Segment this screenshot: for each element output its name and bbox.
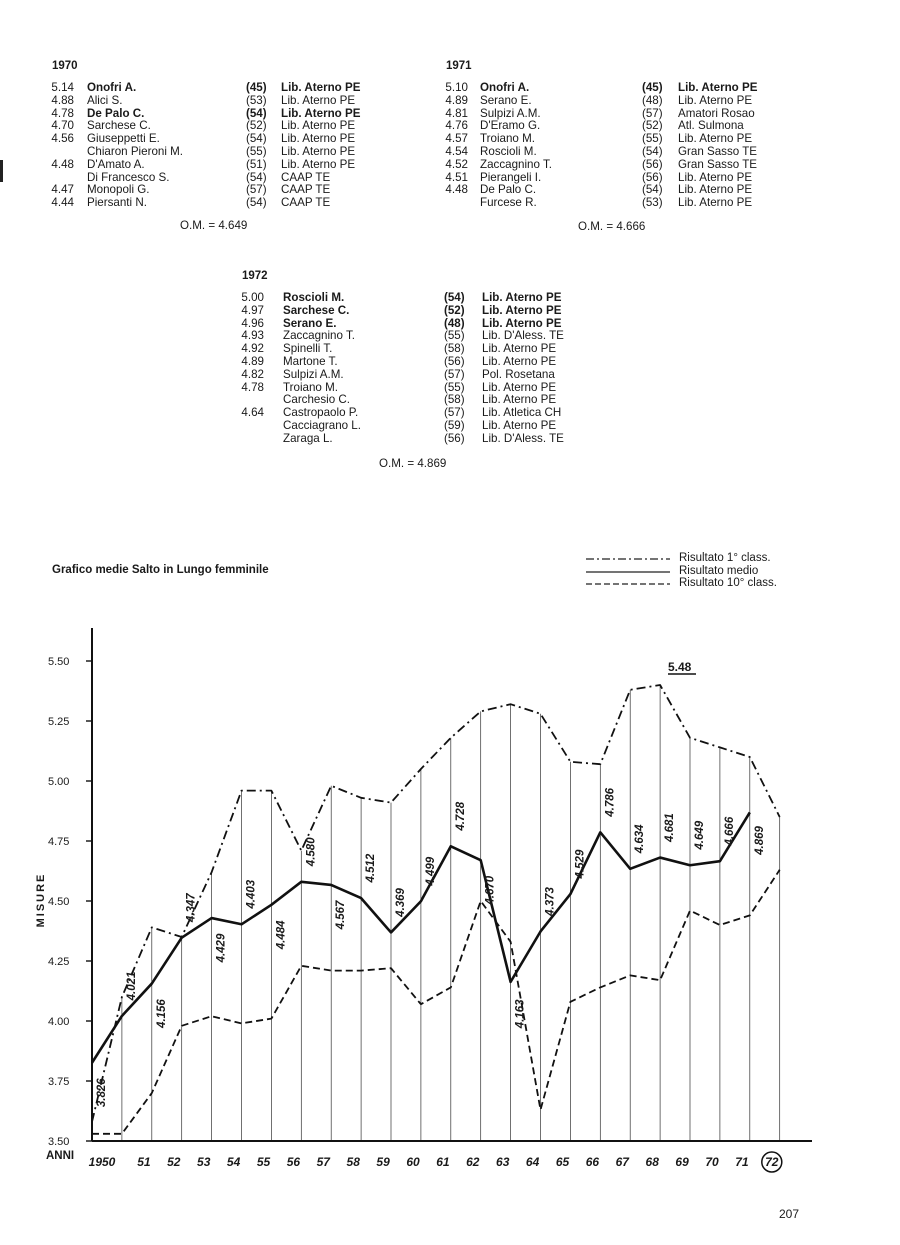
row-score: 4.44	[51, 196, 74, 210]
row-birth-year: (57)	[444, 406, 465, 420]
data-label: 4.369	[395, 888, 407, 917]
row-score: 4.48	[51, 157, 74, 171]
x-tick-label: 71	[735, 1155, 749, 1169]
data-label: 4.403	[245, 879, 258, 909]
data-label: 4.728	[454, 801, 467, 831]
x-axis-label: ANNI	[46, 1150, 75, 1162]
data-label: 4.786	[604, 787, 617, 817]
row-birth-year: (57)	[642, 106, 663, 120]
row-club: Atl. Sulmona	[678, 119, 744, 133]
row-club: Lib. Aterno PE	[482, 342, 557, 356]
legend-label: Risultato medio	[679, 564, 759, 577]
row-birth-year: (55)	[246, 144, 267, 158]
y-tick-label: 3.75	[48, 1076, 70, 1088]
annotation-label: 5.48	[668, 660, 692, 674]
row-birth-year: (45)	[642, 81, 663, 94]
row-athlete: Onofri A.	[480, 81, 530, 94]
page-number: 207	[779, 1207, 800, 1221]
legend-label: Risultato 10° class.	[679, 577, 777, 589]
row-score: 4.89	[241, 354, 264, 368]
y-ticks	[48, 656, 92, 1148]
x-tick-label: 56	[286, 1155, 301, 1169]
row-birth-year: (54)	[444, 291, 465, 304]
row-birth-year: (55)	[444, 329, 465, 343]
om-1971: O.M. = 4.666	[578, 220, 646, 233]
row-birth-year: (54)	[246, 196, 267, 210]
row-club: Lib. Aterno PE	[678, 93, 753, 107]
x-tick-label: 59	[376, 1155, 390, 1169]
row-athlete: D'Amato A.	[87, 157, 145, 171]
row-athlete: Chiaron Pieroni M.	[87, 144, 184, 158]
data-label: 4.347	[185, 893, 198, 923]
table-year: 1972	[242, 270, 268, 282]
row-birth-year: (59)	[444, 418, 465, 432]
data-label: 4.666	[723, 816, 736, 846]
x-tick-label: 53	[197, 1155, 211, 1169]
row-club: Lib. Aterno PE	[281, 132, 356, 146]
row-score: 4.97	[241, 303, 264, 317]
row-club: Pol. Rosetana	[482, 367, 555, 381]
row-athlete: Troiano M.	[283, 380, 338, 394]
row-athlete: De Palo C.	[480, 183, 537, 197]
data-label: 4.484	[275, 920, 288, 950]
row-athlete: Castropaolo P.	[283, 406, 359, 420]
x-tick-label: 69	[675, 1155, 689, 1169]
row-athlete: Alici S.	[87, 93, 123, 107]
x-tick-label: 60	[406, 1155, 420, 1169]
y-tick-label: 5.00	[48, 776, 70, 788]
row-club: Lib. Aterno PE	[482, 380, 557, 394]
y-tick-label: 4.50	[48, 896, 70, 908]
row-club: Gran Sasso TE	[678, 144, 758, 158]
row-athlete: Serano E.	[283, 316, 337, 330]
x-tick-label: 64	[525, 1155, 540, 1169]
data-label: 4.512	[365, 853, 378, 883]
row-score: 4.64	[241, 406, 264, 420]
om-1970: O.M. = 4.649	[180, 219, 248, 232]
row-score: 4.89	[445, 93, 468, 107]
y-tick-label: 4.25	[48, 956, 70, 968]
x-tick-label: 55	[256, 1155, 271, 1169]
chart-title: Grafico medie Salto in Lungo femminile	[52, 564, 269, 576]
row-birth-year: (54)	[642, 144, 663, 158]
row-birth-year: (52)	[642, 119, 663, 133]
row-birth-year: (55)	[444, 380, 465, 394]
row-birth-year: (48)	[444, 316, 465, 330]
row-score: 4.96	[241, 316, 264, 330]
y-tick-label: 3.50	[48, 1136, 70, 1148]
row-score: 4.54	[445, 144, 468, 158]
row-birth-year: (56)	[444, 354, 465, 368]
row-club: Lib. Aterno PE	[281, 106, 361, 120]
row-score: 4.93	[241, 329, 264, 343]
row-athlete: Cacciagrano L.	[283, 418, 361, 432]
row-birth-year: (56)	[642, 157, 663, 171]
row-athlete: Pierangeli I.	[480, 170, 542, 184]
row-club: Lib. Aterno PE	[678, 183, 753, 197]
row-score: 4.57	[445, 132, 468, 146]
row-birth-year: (58)	[444, 393, 465, 407]
x-tick-label: 62	[466, 1155, 480, 1169]
row-athlete: D'Eramo G.	[480, 119, 541, 133]
row-score: 4.81	[445, 106, 468, 120]
row-birth-year: (54)	[246, 106, 267, 120]
row-birth-year: (52)	[444, 303, 465, 317]
row-club: Lib. Aterno PE	[678, 196, 753, 210]
x-tick-label: 51	[137, 1155, 151, 1169]
row-score: 5.10	[445, 81, 468, 94]
chart-grid	[122, 685, 780, 1141]
row-athlete: Giuseppetti E.	[87, 132, 160, 146]
data-label: 4.567	[335, 900, 348, 930]
row-athlete: Carchesio C.	[283, 393, 351, 407]
y-tick-label: 5.50	[48, 656, 70, 668]
row-club: CAAP TE	[281, 170, 331, 184]
row-club: Lib. Atletica CH	[482, 406, 562, 420]
row-athlete: Monopoli G.	[87, 183, 150, 197]
row-athlete: Onofri A.	[87, 81, 137, 94]
row-birth-year: (58)	[444, 342, 465, 356]
row-athlete: Serano E.	[480, 93, 532, 107]
row-club: Lib. D'Aless. TE	[482, 329, 564, 343]
data-label: 4.373	[544, 887, 557, 916]
data-label: 4.580	[305, 837, 318, 867]
table-year: 1971	[446, 60, 472, 72]
row-club: Lib. Aterno PE	[482, 291, 562, 304]
row-birth-year: (54)	[642, 183, 663, 197]
row-score: 4.47	[51, 183, 74, 197]
row-athlete: De Palo C.	[87, 106, 145, 120]
row-birth-year: (48)	[642, 93, 663, 107]
x-tick-label: 68	[645, 1155, 659, 1169]
row-birth-year: (54)	[246, 132, 267, 146]
row-birth-year: (53)	[642, 196, 663, 210]
table-year: 1970	[52, 60, 78, 72]
x-tick-label: 58	[346, 1155, 360, 1169]
row-score: 4.78	[51, 106, 74, 120]
data-label: 4.670	[484, 875, 497, 905]
x-ticks	[46, 1150, 782, 1172]
row-birth-year: (54)	[246, 170, 267, 184]
row-birth-year: (57)	[444, 367, 465, 381]
row-club: Gran Sasso TE	[678, 157, 758, 171]
row-club: Lib. Aterno PE	[281, 119, 356, 133]
row-score: 4.88	[51, 93, 74, 107]
x-tick-label: 61	[436, 1155, 450, 1169]
row-score: 4.82	[241, 367, 264, 381]
x-tick-label: 65	[555, 1155, 570, 1169]
row-club: CAAP TE	[281, 196, 331, 210]
x-tick-label: 1950	[88, 1155, 116, 1169]
y-tick-label: 5.25	[48, 716, 70, 728]
row-athlete: Sarchese C.	[283, 303, 350, 317]
row-birth-year: (57)	[246, 183, 267, 197]
x-tick-label: 70	[705, 1155, 719, 1169]
row-athlete: Piersanti N.	[87, 196, 147, 210]
om-1972: O.M. = 4.869	[379, 457, 447, 470]
row-athlete: Di Francesco S.	[87, 170, 170, 184]
row-athlete: Troiano M.	[480, 132, 535, 146]
x-tick-label: 72	[765, 1155, 779, 1169]
data-label: 3.826	[96, 1078, 108, 1108]
row-athlete: Spinelli T.	[283, 342, 333, 356]
y-axis-label: MISURE	[35, 872, 47, 928]
data-label: 4.649	[694, 820, 706, 850]
data-label: 4.681	[664, 813, 677, 842]
row-club: Lib. Aterno PE	[482, 316, 562, 330]
row-club: Lib. Aterno PE	[678, 132, 753, 146]
x-tick-label: 57	[316, 1155, 330, 1169]
row-athlete: Roscioli M.	[480, 144, 537, 158]
row-club: Lib. Aterno PE	[678, 81, 758, 94]
row-club: Lib. Aterno PE	[482, 418, 557, 432]
row-score: 4.52	[445, 157, 468, 171]
row-birth-year: (56)	[642, 170, 663, 184]
row-score: 4.70	[51, 119, 74, 133]
row-birth-year: (56)	[444, 431, 465, 445]
y-tick-label: 4.75	[48, 836, 70, 848]
row-birth-year: (45)	[246, 81, 267, 94]
row-club: Lib. Aterno PE	[482, 393, 557, 407]
row-club: Lib. Aterno PE	[678, 170, 753, 184]
row-birth-year: (53)	[246, 93, 267, 107]
row-club: Amatori Rosao	[678, 106, 755, 120]
row-birth-year: (55)	[642, 132, 663, 146]
data-label: 4.529	[574, 849, 587, 879]
data-label: 4.429	[215, 933, 228, 963]
row-club: Lib. Aterno PE	[482, 303, 562, 317]
data-label: 4.869	[753, 826, 766, 855]
row-athlete: Zaccagnino T.	[283, 329, 355, 343]
data-label: 4.156	[155, 999, 168, 1028]
chart-annotation	[668, 660, 696, 674]
row-club: CAAP TE	[281, 183, 331, 197]
row-athlete: Furcese R.	[480, 196, 537, 210]
data-labels	[96, 787, 766, 1107]
row-athlete: Sarchese C.	[87, 119, 151, 133]
row-athlete: Zaccagnino T.	[480, 157, 552, 171]
row-score: 4.48	[445, 183, 468, 197]
row-athlete: Martone T.	[283, 354, 338, 368]
data-label: 4.499	[424, 856, 437, 886]
row-athlete: Zaraga L.	[283, 431, 333, 445]
row-birth-year: (52)	[246, 119, 267, 133]
row-club: Lib. Aterno PE	[482, 354, 557, 368]
row-athlete: Roscioli M.	[283, 291, 345, 304]
row-athlete: Sulpizi A.M.	[283, 367, 344, 381]
x-tick-label: 66	[585, 1155, 600, 1169]
row-score: 5.14	[51, 81, 74, 94]
row-score: 5.00	[241, 291, 264, 304]
x-tick-label: 52	[167, 1155, 181, 1169]
x-tick-label: 54	[226, 1155, 241, 1169]
row-club: Lib. Aterno PE	[281, 144, 356, 158]
data-label: 4.634	[634, 824, 647, 854]
data-label: 4.163	[514, 999, 527, 1029]
row-athlete: Sulpizi A.M.	[480, 106, 541, 120]
row-score: 4.76	[445, 119, 468, 133]
row-score: 4.92	[241, 342, 264, 356]
legend-label: Risultato 1° class.	[679, 552, 771, 564]
row-score: 4.51	[445, 170, 468, 184]
row-club: Lib. Aterno PE	[281, 157, 356, 171]
row-score: 4.78	[241, 380, 264, 394]
row-club: Lib. Aterno PE	[281, 81, 361, 94]
x-tick-label: 63	[496, 1155, 510, 1169]
data-label: 4.021	[125, 971, 138, 1001]
x-tick-label: 67	[615, 1155, 629, 1169]
row-club: Lib. D'Aless. TE	[482, 431, 564, 445]
y-tick-label: 4.00	[48, 1016, 70, 1028]
row-score: 4.56	[51, 132, 74, 146]
row-birth-year: (51)	[246, 157, 267, 171]
row-club: Lib. Aterno PE	[281, 93, 356, 107]
